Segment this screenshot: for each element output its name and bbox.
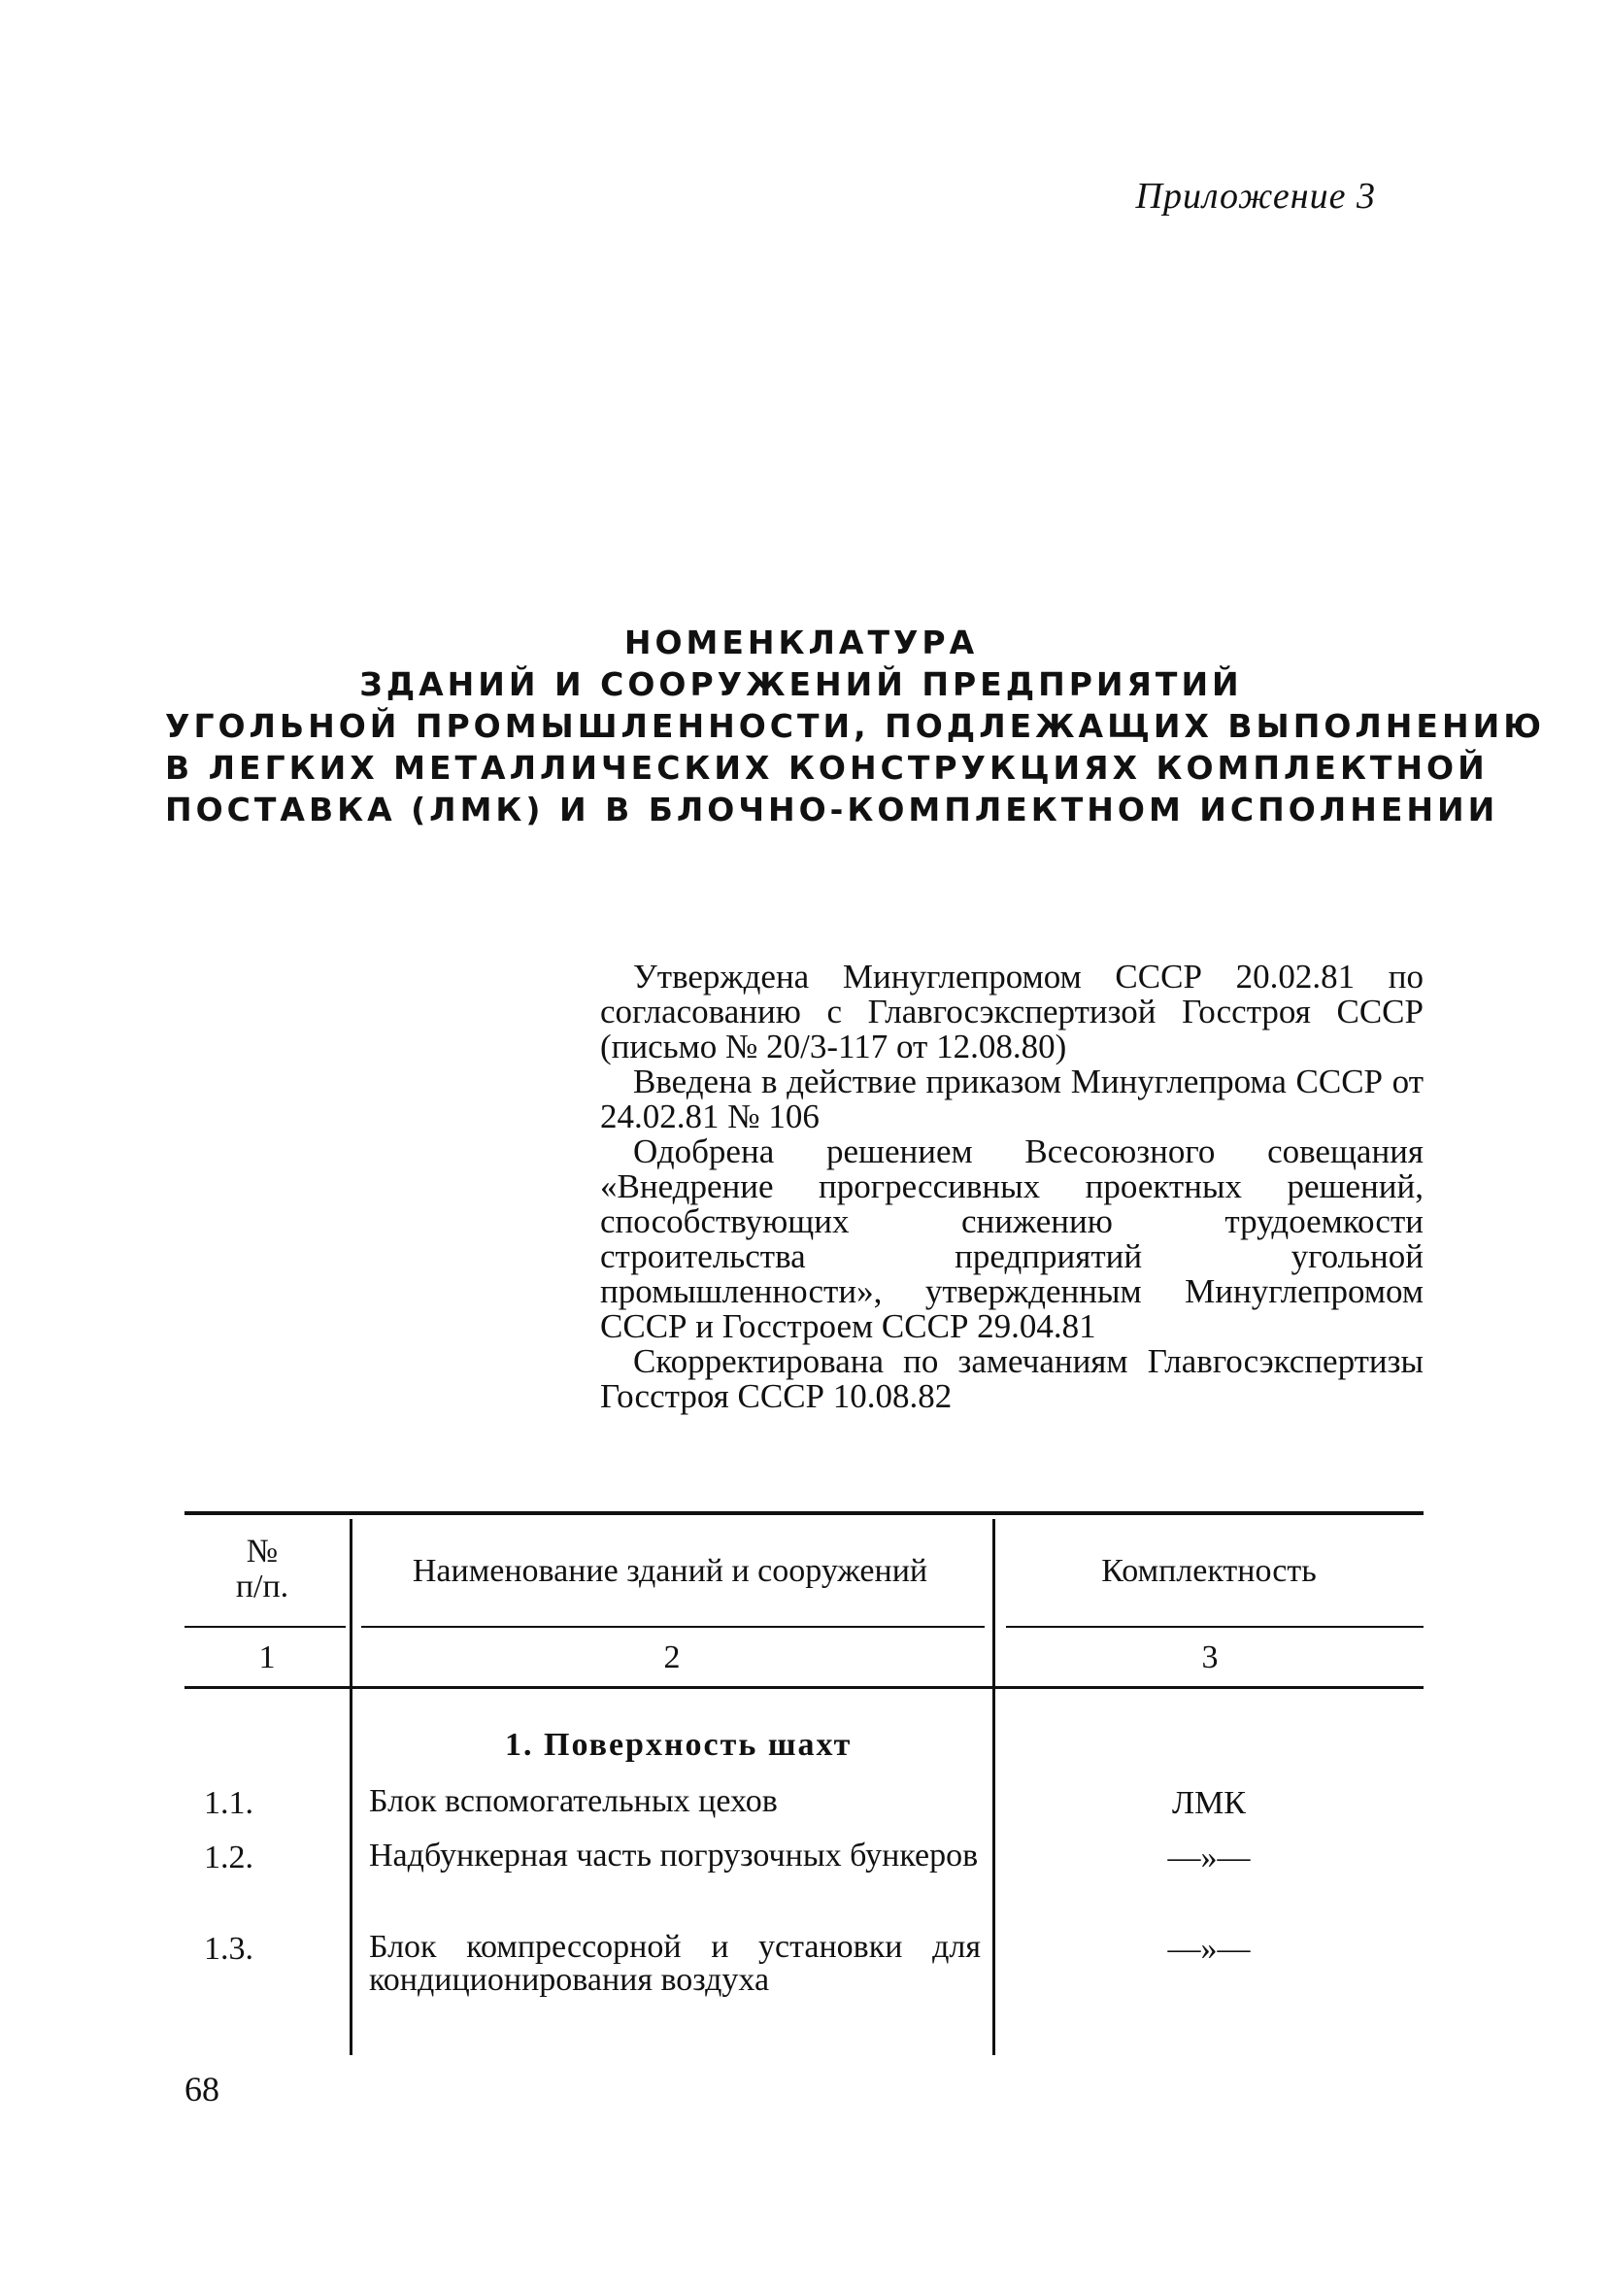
row-name: Блок компрессорной и установки для кондиционирования воздуха — [369, 1929, 981, 1998]
row-number: 1.2. — [204, 1840, 253, 1875]
column-numbers-rule — [184, 1686, 1424, 1689]
header-col-completeness: Комплектность — [1101, 1553, 1317, 1589]
row-completeness: ЛМК — [1172, 1785, 1246, 1821]
approval-note-4: Скорректирована по замечаниям Главгосэкспертизы Госстроя СССР 10.08.82 — [600, 1342, 1424, 1415]
title-line-1: НОМЕНКЛАТУРА — [623, 624, 979, 661]
section-title: 1. Поверхность шахт — [505, 1727, 853, 1763]
row-number: 1.3. — [204, 1931, 253, 1967]
table-vrule-1 — [350, 1519, 352, 2055]
table-vrule-2 — [992, 1519, 995, 2055]
header-rule-1 — [184, 1626, 346, 1628]
header-col-number — [184, 1535, 340, 1604]
table-top-rule — [184, 1511, 1424, 1515]
row-name: Надбункерная часть погрузочных бункеров — [369, 1838, 979, 1874]
row-name: Блок вспомогательных цехов — [369, 1783, 778, 1819]
row-completeness: —»— — [1167, 1840, 1251, 1875]
row-number: 1.1. — [204, 1785, 253, 1821]
page-number: 68 — [184, 2070, 219, 2109]
column-number-1: 1 — [258, 1639, 276, 1675]
title-line-3: УГОЛЬНОЙ ПРОМЫШЛЕННОСТИ, ПОДЛЕЖАЩИХ ВЫПОЛНЕНИЮ — [165, 707, 1545, 745]
column-number-2: 2 — [663, 1639, 681, 1675]
title-line-4: В ЛЕГКИХ МЕТАЛЛИЧЕСКИХ КОНСТРУКЦИЯХ КОМПЛЕКТНОЙ — [165, 749, 1489, 787]
header-number-sign: № — [246, 1534, 279, 1570]
header-number-abbr: п/п. — [235, 1569, 289, 1604]
approval-note-2: Введена в действие приказом Минуглепрома СССР от 24.02.81 № 106 — [600, 1063, 1424, 1135]
approval-note-3: Одобрена решением Всесоюзного совещания «Внедрение прогрессивных проектных решений, способствующих снижению трудоемкости строительства предприятий угольной промышленности», утвержденным Минуглепромом СССР и Госстроем СССР 29.04.81 — [600, 1132, 1424, 1345]
title-line-2: ЗДАНИЙ И СООРУЖЕНИЙ ПРЕДПРИЯТИЙ — [359, 665, 1243, 703]
document-title — [165, 622, 1545, 830]
approval-notes — [600, 960, 1424, 1414]
header-rule-2 — [361, 1626, 985, 1628]
title-line-5: ПОСТАВКА (ЛМК) И В БЛОЧНО-КОМПЛЕКТНОМ ИСПОЛНЕНИИ — [165, 791, 1499, 828]
nomenclature-table — [184, 1511, 1424, 2055]
column-number-3: 3 — [1201, 1639, 1219, 1675]
header-rule-3 — [1006, 1626, 1424, 1628]
appendix-label: Приложение 3 — [1135, 176, 1376, 217]
header-col-name: Наименование зданий и сооружений — [412, 1553, 928, 1589]
approval-note-1: Утверждена Минуглепромом СССР 20.02.81 по согласованию с Главгосэкспертизой Госстроя СССР (письмо № 20/3-117 от 12.08.80) — [600, 958, 1424, 1065]
row-completeness: —»— — [1167, 1931, 1251, 1967]
